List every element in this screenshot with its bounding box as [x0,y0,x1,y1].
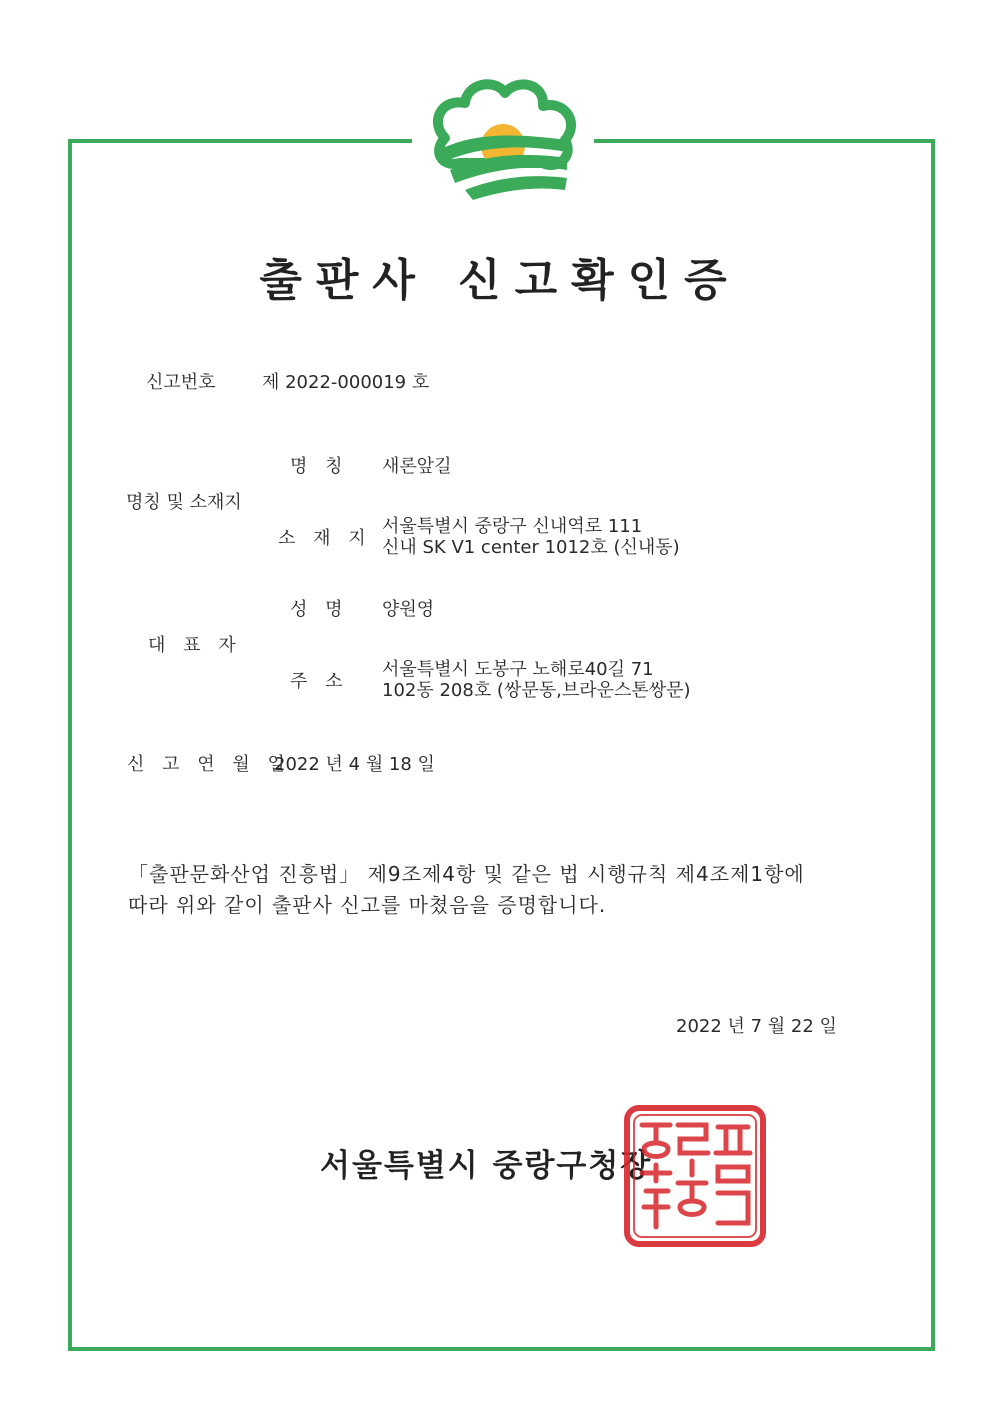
rep-name-value: 양원영 [382,599,435,620]
statement-line-2: 따라 위와 같이 출판사 신고를 마쳤음을 증명합니다. [128,893,607,917]
rep-address-line-2: 102동 208호 (쌍문동,브라운스톤쌍문) [382,680,691,701]
location-line-2: 신내 SK V1 center 1012호 (신내동) [382,537,680,558]
rep-address-line-1: 서울특별시 도봉구 노해로40길 71 [382,659,654,680]
name-location-label: 명칭 및 소재지 [126,492,242,513]
frame-border-left [68,139,72,1351]
frame-border-bottom [68,1347,935,1351]
name-label: 명 칭 [290,456,349,477]
representative-label: 대 표 자 [148,635,242,656]
issue-date: 2022 년 7 월 22 일 [676,1016,837,1037]
rep-address-label: 주 소 [290,671,349,692]
issuer-name: 서울특별시 중랑구청장 [320,1148,653,1184]
certificate-title: 출판사 신고확인증 [259,255,741,306]
report-date-value: 2022 년 4 월 18 일 [274,754,435,775]
location-line-1: 서울특별시 중랑구 신내역로 111 [382,516,643,537]
statement-line-1: 「출판문화산업 진흥법」 제9조제4항 및 같은 법 시행규칙 제4조제1항에 [128,862,805,886]
location-label: 소 재 지 [278,528,372,549]
frame-border-top-right [594,139,935,143]
frame-border-top-left [68,139,412,143]
report-number-label: 신고번호 [146,372,216,393]
report-date-label: 신 고 연 월 일 [127,754,291,775]
frame-border-right [931,139,935,1351]
official-seal-icon [622,1103,768,1249]
report-number-value: 제 2022-000019 호 [262,372,430,393]
name-value: 새론앞길 [382,456,452,477]
rep-name-label: 성 명 [290,599,349,620]
seoul-emblem-icon [425,78,585,203]
